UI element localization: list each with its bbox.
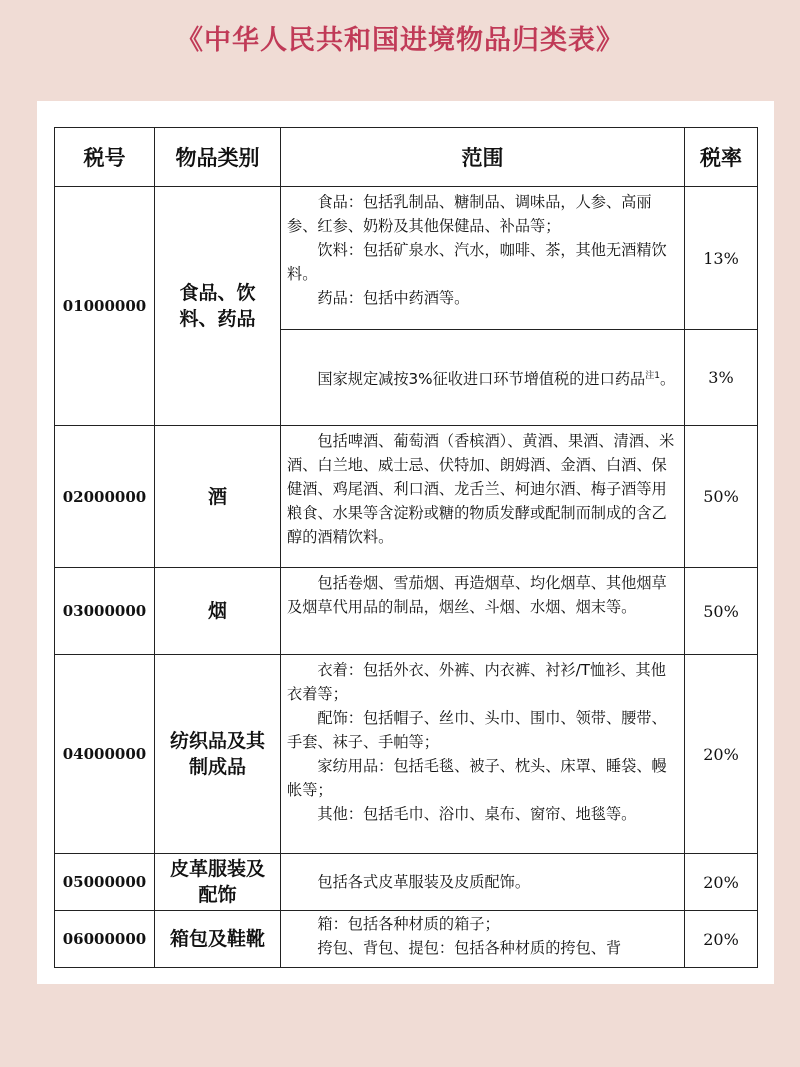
row-scope [281,330,685,426]
row-scope [281,187,685,330]
row-code: 03000000 [55,568,155,655]
scope-line: 饮料：包括矿泉水、汽水，咖啡、茶，其他无酒精饮料。 [287,241,667,283]
row-scope [281,911,685,968]
scope-line: 家纺用品：包括毛毯、被子、枕头、床罩、睡袋、幔帐等； [287,757,667,799]
scope-text: 国家规定减按3%征收进口环节增值税的进口药品 [317,370,646,389]
scope-line: 挎包、背包、提包：包括各种材质的挎包、背 [317,939,622,957]
table-row [55,187,758,330]
scope-clip [287,912,678,964]
row-rate: 20% [685,655,758,854]
footnote-mark: 注1 [645,370,660,381]
header-scope: 范围 [281,128,685,187]
scope-line: 包括各式皮革服装及皮质配饰。 [317,873,531,891]
row-scope [281,854,685,911]
goods-classification-table [54,127,758,968]
row-category [155,187,281,426]
table-row [55,854,758,911]
table-row [55,568,758,655]
row-code: 06000000 [55,911,155,968]
category-text: 纺织品及其制成品 [169,730,265,778]
row-code: 04000000 [55,655,155,854]
row-category: 箱包及鞋靴 [155,911,281,968]
row-rate: 3% [685,330,758,426]
table-header-row [55,128,758,187]
row-rate: 13% [685,187,758,330]
row-code: 02000000 [55,426,155,568]
scope-end: 。 [659,370,676,389]
row-category: 酒 [155,426,281,568]
document-sheet [37,101,774,984]
table-row [55,426,758,568]
scope-line: 包括啤酒、葡萄酒（香槟酒）、黄酒、果酒、清酒、米酒、白兰地、威士忌、伏特加、朗姆酒、金酒、白酒、保健酒、鸡尾酒、利口酒、龙舌兰、柯迪尔酒、梅子酒等用粮食、水果等含淀粉或糖的物质发酵或配制而制成的含乙醇的酒精饮料。 [287,432,675,546]
scope-line: 衣着：包括外衣、外裤、内衣裤、衬衫/T恤衫、其他衣着等； [287,661,666,703]
row-category [155,854,281,911]
row-category: 烟 [155,568,281,655]
scope-line: 食品：包括乳制品、糖制品、调味品，人参、高丽参、红参、奶粉及其他保健品、补品等； [287,193,652,235]
category-text: 皮革服装及配饰 [169,858,265,906]
scope-line: 配饰：包括帽子、丝巾、头巾、围巾、领带、腰带、手套、袜子、手帕等； [287,709,667,751]
row-rate: 50% [685,426,758,568]
row-scope [281,426,685,568]
row-rate: 20% [685,854,758,911]
header-code: 税号 [55,128,155,187]
scope-line [287,364,678,391]
page-title: 《中华人民共和国进境物品归类表》 [176,25,624,56]
row-scope [281,568,685,655]
row-rate: 50% [685,568,758,655]
row-category [155,655,281,854]
category-text: 食品、饮料、药品 [179,282,256,330]
header-rate: 税率 [685,128,758,187]
row-code: 05000000 [55,854,155,911]
table-row [55,655,758,854]
header-category: 物品类别 [155,128,281,187]
scope-line: 箱：包括各种材质的箱子； [317,915,500,933]
row-scope [281,655,685,854]
scope-line: 包括卷烟、雪茄烟、再造烟草、均化烟草、其他烟草及烟草代用品的制品，烟丝、斗烟、水烟、烟末等。 [287,574,667,616]
scope-line: 药品：包括中药酒等。 [317,289,470,307]
row-code: 01000000 [55,187,155,426]
row-rate: 20% [685,911,758,968]
table-row [55,911,758,968]
scope-line: 其他：包括毛巾、浴巾、桌布、窗帘、地毯等。 [317,805,637,823]
